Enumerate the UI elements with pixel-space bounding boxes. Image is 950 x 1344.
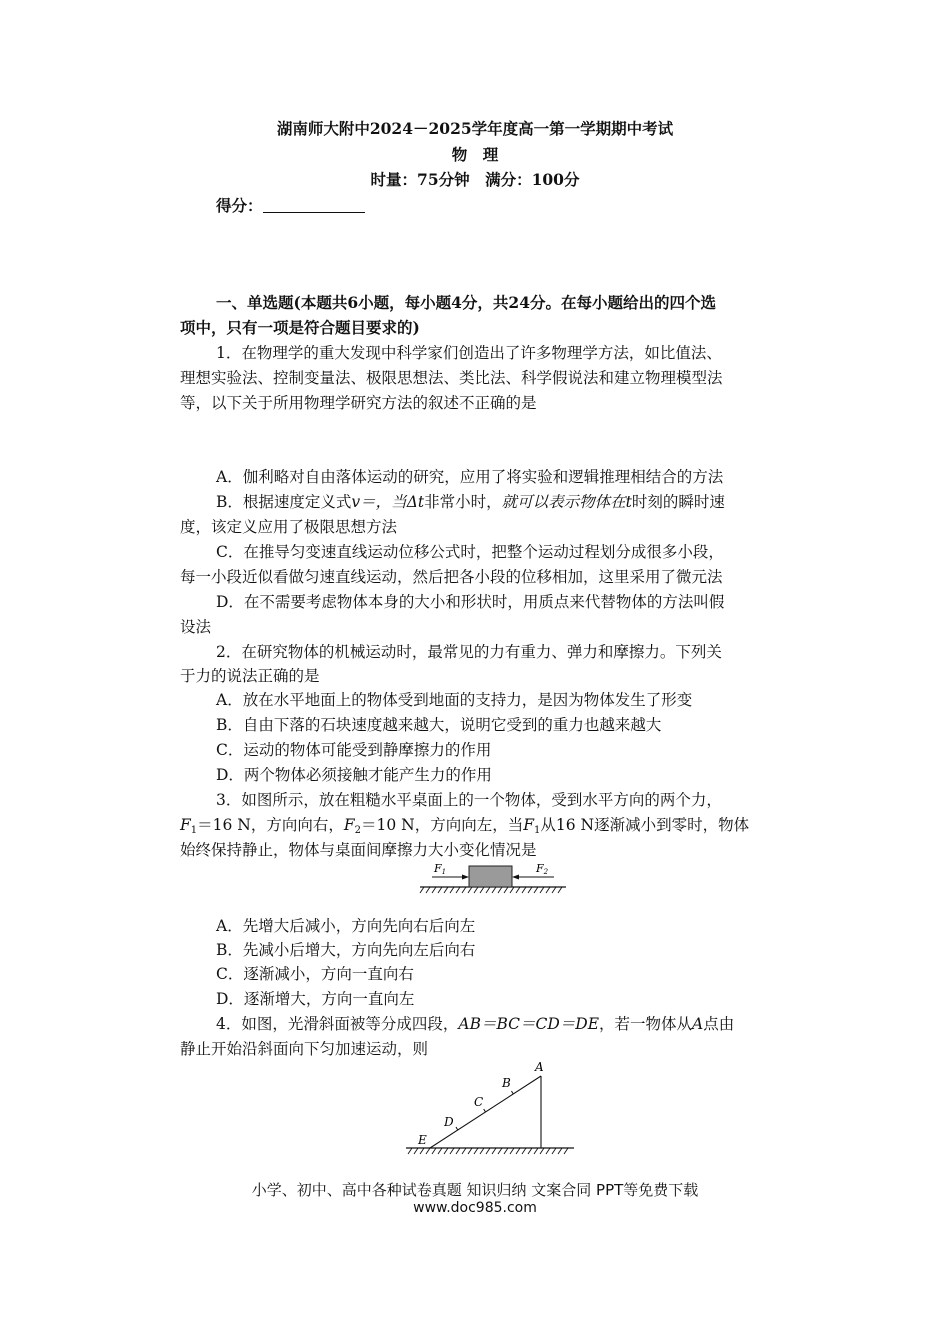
q3-f2-text: ＝10 N，方向向左，当 [361, 816, 524, 834]
q4-text-2: ，若一物体从 [599, 1015, 693, 1033]
subject-title: 物 理 [451, 145, 499, 164]
q2-stem-2: 于力的说法正确的是 [180, 667, 320, 685]
q4-text-3: 点由 [703, 1015, 735, 1033]
q2-option-a: A．放在水平地面上的物体受到地面的支持力，是因为物体发生了形变 [216, 691, 693, 709]
q1-option-c-1: C．在推导匀变速直线运动位移公式时，把整个运动过程划分成很多小段， [216, 543, 724, 561]
q4-text-1: 4．如图，光滑斜面被等分成四段， [216, 1015, 459, 1033]
q3-stem-3: 始终保持静止，物体与桌面间摩擦力大小变化情况是 [180, 841, 537, 859]
q1-option-b-2: 度，该定义应用了极限思想方法 [180, 518, 398, 536]
q1-option-d-2: 设法 [180, 618, 212, 636]
q3-f1b-sub: 1 [533, 825, 541, 836]
q2-stem-1: 2．在研究物体的机械运动时，最常见的力有重力、弹力和摩擦力。下列关 [216, 643, 722, 661]
q1-stem-2: 理想实验法、控制变量法、极限思想法、类比法、科学假说法和建立物理模型法 [180, 369, 723, 387]
q3-f1b-symbol: F [523, 816, 534, 834]
q1-b-text-1: B．根据速度定义式 [216, 493, 352, 511]
q1-option-a: A．伽利略对自由落体运动的研究，应用了将实验和逻辑推理相结合的方法 [216, 468, 724, 486]
q4-point-a: A [692, 1015, 704, 1033]
q1-b-dt: Δt [406, 493, 425, 511]
q1-b-v: v [351, 493, 361, 511]
q3-option-d: D．逐渐增大，方向一直向左 [216, 990, 415, 1008]
label-a: A [535, 1060, 544, 1074]
q3-stem-2 [180, 815, 749, 841]
q3-f1b-text: 从16 N逐渐减小到零时，物体 [540, 816, 750, 834]
q4-stem-1 [216, 1014, 734, 1034]
q3-option-a: A．先增大后减小，方向先向右后向左 [216, 917, 476, 935]
q3-f2-sub: 2 [354, 825, 361, 836]
label-b: B [502, 1076, 511, 1090]
time-info: 时量：75分钟 满分：100分 [370, 170, 580, 189]
q3-f1-text: ＝16 N，方向向右， [197, 816, 344, 834]
label-c: C [474, 1095, 484, 1109]
q3-option-b: B．先减小后增大，方向先向左后向右 [216, 941, 476, 959]
exam-title: 湖南师大附中2024－2025学年度高一第一学期期中考试 [276, 119, 674, 138]
score-line [216, 196, 365, 216]
q1-stem-1: 1．在物理学的重大发现中科学家们创造出了许多物理学方法，如比值法、 [216, 344, 722, 362]
footer-url[interactable]: www.doc985.com [413, 1200, 537, 1216]
q3-force-diagram [418, 858, 568, 898]
q2-option-c: C．运动的物体可能受到静摩擦力的作用 [216, 741, 492, 759]
q2-option-d: D．两个物体必须接触才能产生力的作用 [216, 766, 492, 784]
q1-option-c-2: 每一小段近似看做匀速直线运动，然后把各小段的位移相加，这里采用了微元法 [180, 568, 723, 586]
q1-b-text-5: 时刻的瞬时速 [631, 493, 725, 511]
score-label: 得分： [216, 196, 263, 215]
q1-b-text-3: 非常小时， [424, 493, 502, 511]
footer-text: 小学、初中、高中各种试卷真题 知识归纳 文案合同 PPT等免费下载 [251, 1181, 699, 1199]
q4-stem-2: 静止开始沿斜面向下匀加速运动，则 [180, 1040, 429, 1058]
label-d: D [444, 1115, 454, 1129]
score-blank [263, 198, 365, 213]
q3-f2-symbol: F [343, 816, 355, 834]
q1-option-d-1: D．在不需要考虑物体本身的大小和形状时，用质点来代替物体的方法叫假 [216, 593, 725, 611]
q3-option-c: C．逐渐减小，方向一直向右 [216, 965, 414, 983]
section-heading-1: 一、单选题(本题共6小题，每小题4分，共24分。在每小题给出的四个选 [216, 293, 716, 312]
label-f2: F2 [536, 862, 549, 876]
q1-b-text-2: ＝，当 [360, 493, 407, 511]
section-heading-2: 项中，只有一项是符合题目要求的) [180, 318, 420, 337]
q1-stem-3: 等，以下关于所用物理学研究方法的叙述不正确的是 [180, 394, 537, 412]
q3-f1-symbol: F [180, 816, 191, 834]
q2-option-b: B．自由下落的石块速度越来越大，说明它受到的重力也越来越大 [216, 716, 662, 734]
q3-stem-1: 3．如图所示，放在粗糙水平桌面上的一个物体，受到水平方向的两个力， [216, 791, 722, 809]
q1-option-b-1 [216, 492, 725, 512]
label-f1: F1 [434, 862, 447, 876]
q3-f1-sub: 1 [190, 825, 198, 836]
q4-incline-diagram [400, 1056, 580, 1156]
label-e: E [418, 1133, 427, 1147]
q1-b-t: t [625, 493, 632, 511]
q1-b-text-4: 就可以表示物体在 [501, 493, 626, 511]
block-object [469, 866, 512, 887]
q4-segments: AB＝BC＝CD＝DE [458, 1015, 600, 1033]
